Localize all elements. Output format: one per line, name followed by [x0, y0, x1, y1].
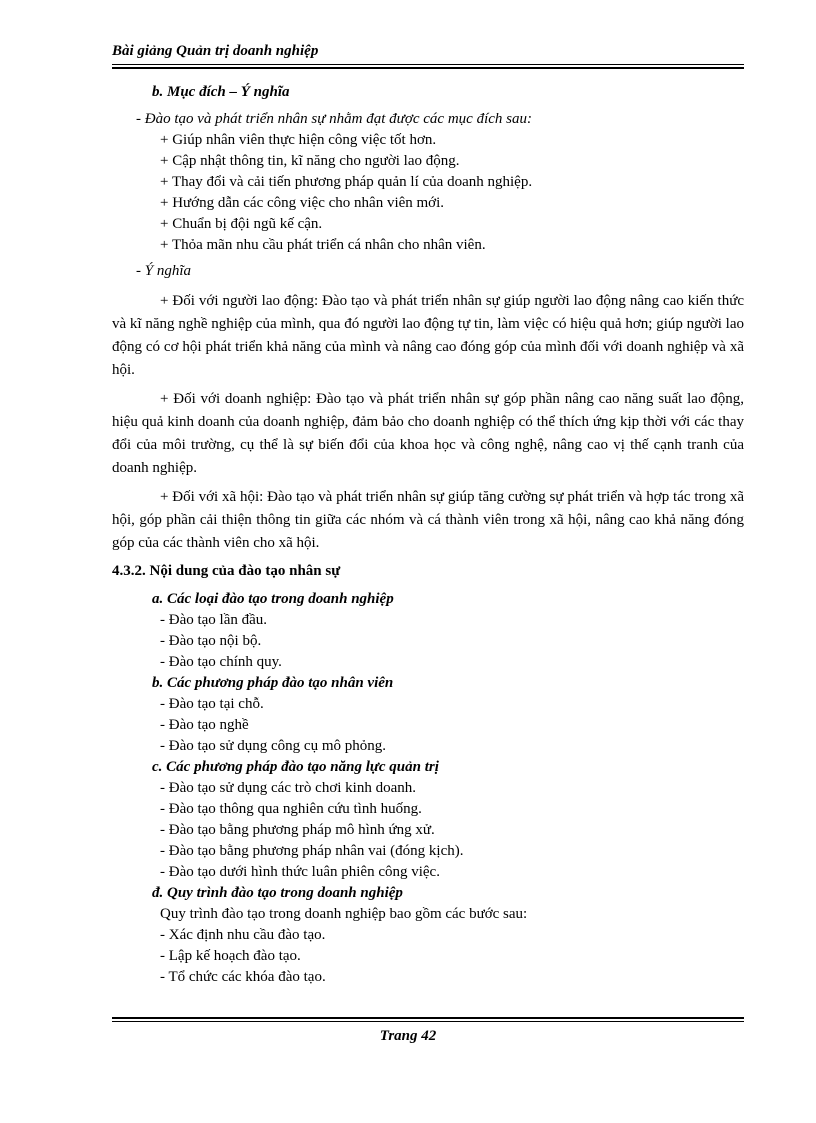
section-432-heading: 4.3.2. Nội dung của đào tạo nhân sự — [112, 563, 341, 579]
subsection-d — [112, 883, 744, 988]
subsection-d-intro: Quy trình đào tạo trong doanh nghiệp bao gồm các bước sau: — [160, 906, 528, 922]
list-item: - Lập kế hoạch đào tạo. — [160, 948, 301, 964]
meaning-paragraph: + Đối với người lao động: Đào tạo và phát triển nhân sự giúp người lao động nâng cao kiến thức và kĩ năng nghề nghiệp của mình, qua đó người lao động tự tin, làm việc có hiệu quả hơn; giúp người lao động có cơ hội phát triển khả năng của mình và nâng cao đóng góp của mình đối với doanh nghiệp và xã hội. — [112, 293, 744, 378]
list-item: - Đào tạo lần đầu. — [160, 612, 268, 628]
subsection-c — [112, 757, 744, 883]
header-title: Bài giảng Quản trị doanh nghiệp — [112, 43, 319, 59]
subsection-a — [112, 589, 744, 673]
section-b-heading: b. Mục đích – Ý nghĩa — [152, 84, 290, 100]
list-item: - Đào tạo dưới hình thức luân phiên công việc. — [160, 864, 440, 880]
page-number: Trang 42 — [379, 1028, 437, 1044]
list-item: - Xác định nhu cầu đào tạo. — [160, 927, 326, 943]
footer-rule-thin — [112, 1021, 744, 1022]
list-item: - Đào tạo bằng phương pháp nhân vai (đóng kịch). — [160, 843, 464, 859]
list-item: - Đào tạo tại chỗ. — [160, 696, 264, 712]
list-item: - Đào tạo thông qua nghiên cứu tình huống. — [160, 801, 422, 817]
page-content — [112, 75, 744, 988]
list-item: - Đào tạo bằng phương pháp mô hình ứng xử. — [160, 822, 435, 838]
purpose-item: + Thỏa mãn nhu cầu phát triển cá nhân cho nhân viên. — [160, 237, 486, 253]
purpose-list — [112, 130, 744, 256]
list-item: - Đào tạo sử dụng công cụ mô phỏng. — [160, 738, 387, 754]
subsection-d-heading: đ. Quy trình đào tạo trong doanh nghiệp — [152, 885, 403, 901]
list-item: - Đào tạo sử dụng các trò chơi kinh doanh. — [160, 780, 416, 796]
list-item: - Đào tạo nội bộ. — [160, 633, 262, 649]
header-rule-thin — [112, 64, 744, 65]
meaning-label: - Ý nghĩa — [136, 263, 192, 279]
purpose-item: + Chuẩn bị đội ngũ kế cận. — [160, 216, 323, 232]
list-item: - Đào tạo nghề — [160, 717, 249, 733]
meaning-paragraph: + Đối với xã hội: Đào tạo và phát triển nhân sự giúp tăng cường sự phát triển và hợp tác trong xã hội, góp phần cải thiện thông tin giữa các nhóm và cá thành viên trong xã hội, nâng cao khả năng đóng góp của các thành viên cho xã hội. — [112, 489, 744, 551]
purpose-item: + Thay đổi và cải tiến phương pháp quản lí của doanh nghiệp. — [160, 174, 533, 190]
subsection-c-heading: c. Các phương pháp đào tạo năng lực quản trị — [152, 759, 439, 775]
header-rule-thick — [112, 67, 744, 69]
purpose-item: + Hướng dẫn các công việc cho nhân viên mới. — [160, 195, 445, 211]
meaning-paragraph: + Đối với doanh nghiệp: Đào tạo và phát triển nhân sự góp phần nâng cao năng suất lao động, hiệu quả kinh doanh của doanh nghiệp, đảm bảo cho doanh nghiệp có thể thích ứng kịp thời với các thay đổi của môi trường, cụ thể là sự biến đổi của khoa học và công nghệ, nâng cao vị thế cạnh tranh của doanh nghiệp. — [112, 391, 744, 476]
subsection-b-heading: b. Các phương pháp đào tạo nhân viên — [152, 675, 394, 691]
list-item: - Tổ chức các khóa đào tạo. — [160, 969, 326, 985]
list-item: - Đào tạo chính quy. — [160, 654, 282, 670]
footer-rule-thick — [112, 1017, 744, 1019]
purpose-intro: - Đào tạo và phát triển nhân sự nhằm đạt được các mục đích sau: — [136, 111, 532, 127]
subsection-b — [112, 673, 744, 757]
purpose-item: + Giúp nhân viên thực hiện công việc tốt hơn. — [160, 132, 437, 148]
subsection-a-heading: a. Các loại đào tạo trong doanh nghiệp — [152, 591, 394, 607]
purpose-item: + Cập nhật thông tin, kĩ năng cho người lao động. — [160, 153, 460, 169]
